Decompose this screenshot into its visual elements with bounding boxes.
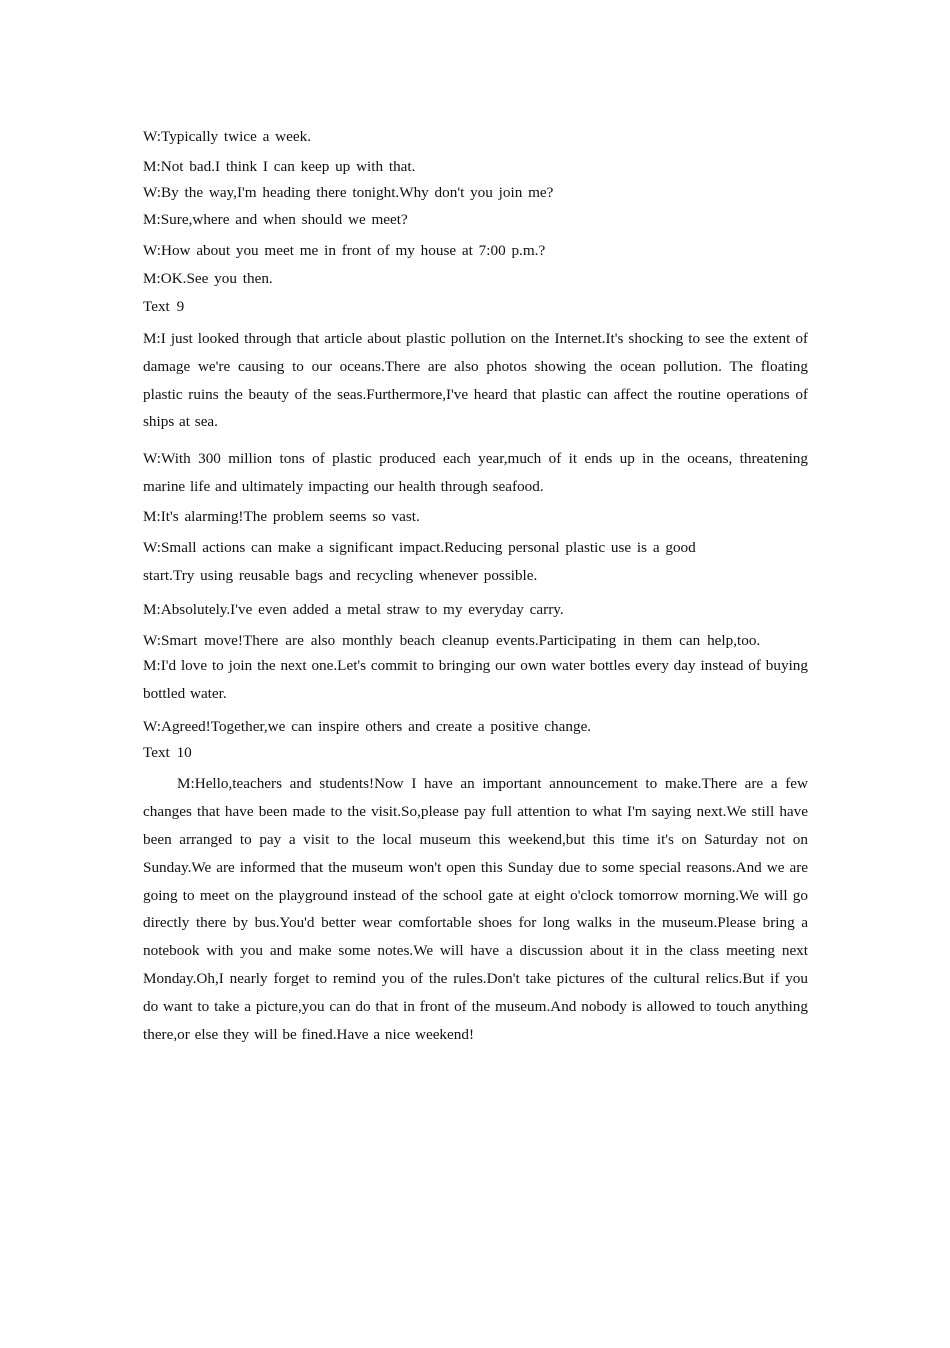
dialogue-line: W:By the way,I'm heading there tonight.Why don't you join me? [143, 184, 554, 201]
text9-paragraph: M:I'd love to join the next one.Let's commit to bringing our own water bottles every day instead of buying bottled water. [143, 656, 808, 702]
document-page [143, 126, 808, 1048]
dialogue-line: W:How about you meet me in front of my house at 7:00 p.m.? [143, 242, 546, 259]
dialogue-line: W:Typically twice a week. [143, 128, 311, 145]
dialogue-line: M:Sure,where and when should we meet? [143, 211, 408, 228]
text9-paragraph: W:With 300 million tons of plastic produced each year,much of it ends up in the oceans, threatening marine life and ultimately impacting our health through seafood. [143, 450, 808, 495]
dialogue-line: M:Not bad.I think I can keep up with that. [143, 158, 416, 175]
section-heading-text9: Text 9 [143, 298, 185, 315]
text10-paragraph: M:Hello,teachers and students!Now I have an important announcement to make.There are a few changes that have been made to the visit.So,please pay full attention to what I'm saying next.We still have been arranged to pay a visit to the local museum this weekend,but this time it's on Saturday not on Sunday.We are informed that the museum won't open this Sunday due to some special reasons.And we are going to meet on the playground instead of the school gate at eight o'clock tomorrow morning.We will go directly there by bus.You'd better wear comfortable shoes for long walks in the museum.Please bring a notebook with you and make some notes.We will have a discussion about it in the class meeting next Monday.Oh,I nearly forget to remind you of the rules.Don't take pictures of the cultural relics.But if you do want to take a picture,you can do that in front of the museum.And nobody is allowed to touch anything there,or else they will be fined.Have a nice weekend! [143, 775, 808, 1043]
section-heading-text10: Text 10 [143, 744, 192, 762]
text9-paragraph: W:Small actions can make a significant impact.Reducing personal plastic use is a good [143, 538, 696, 556]
text9-paragraph: M:I just looked through that article about plastic pollution on the Internet.It's shocking to see the extent of damage we're causing to our oceans.There are also photos showing the ocean pollution. The floating plastic ruins the beauty of the seas.Furthermore,I've heard that plastic can affect the routine operations of ships at sea. [143, 330, 808, 431]
text9-paragraph: W:Smart move!There are also monthly beach cleanup events.Participating in them can help,too. [143, 631, 761, 649]
text9-paragraph: start.Try using reusable bags and recycling whenever possible. [143, 566, 538, 584]
text9-paragraph: M:It's alarming!The problem seems so vast. [143, 507, 420, 525]
dialogue-line: M:OK.See you then. [143, 270, 273, 287]
text9-paragraph: W:Agreed!Together,we can inspire others and create a positive change. [143, 718, 592, 736]
text9-paragraph: M:Absolutely.I've even added a metal straw to my everyday carry. [143, 600, 564, 618]
